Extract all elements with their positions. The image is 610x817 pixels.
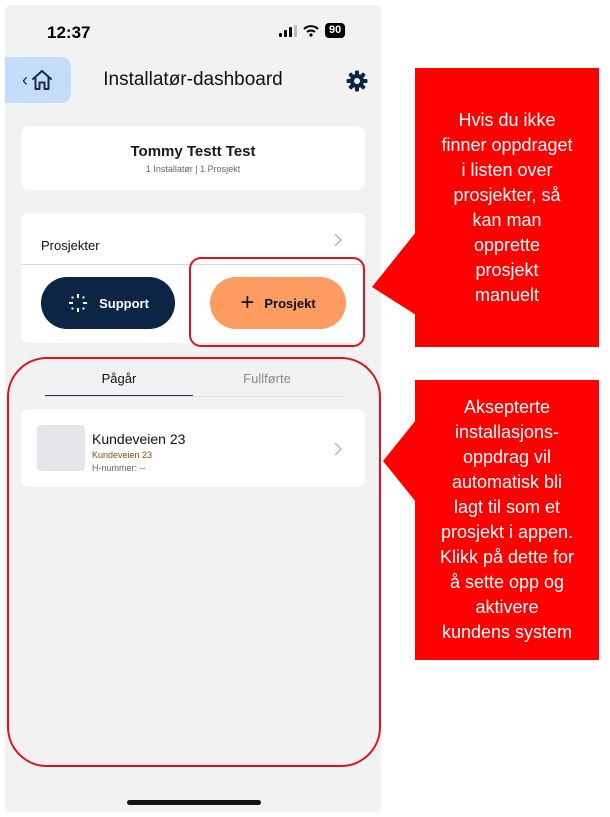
callout-line: finner oppdraget bbox=[441, 134, 573, 155]
battery-indicator: 90 bbox=[325, 23, 345, 38]
callout-line: i listen over bbox=[461, 159, 553, 180]
page-title: Installatør-dashboard bbox=[103, 69, 283, 90]
callout-line: installasjons- bbox=[454, 422, 560, 442]
user-summary: 1 Installatør | 1 Prosjekt bbox=[145, 164, 241, 174]
callout-arrow-1 bbox=[372, 232, 416, 315]
chevron-left-icon: ‹ bbox=[22, 70, 28, 90]
callout-line: å sette opp og bbox=[449, 572, 565, 592]
plus-icon: + bbox=[240, 289, 255, 316]
add-project-label: Prosjekt bbox=[264, 295, 316, 311]
user-name: Tommy Testt Test bbox=[130, 143, 256, 160]
status-time: 12:37 bbox=[47, 23, 91, 42]
callout-line: Hvis du ikke bbox=[458, 109, 556, 130]
callout-line: manuelt bbox=[474, 284, 540, 305]
callout-line: opprette bbox=[473, 234, 541, 255]
callout-line: prosjekter, så bbox=[453, 184, 561, 205]
callout-line: lagt til som et bbox=[453, 497, 561, 517]
project-h-number: H-nummer: -- bbox=[92, 463, 146, 473]
projects-label: Prosjekter bbox=[41, 238, 100, 253]
callout-2-text bbox=[440, 395, 574, 645]
callout-line: aktivere bbox=[475, 597, 539, 617]
callout-line: Aksepterte bbox=[463, 397, 551, 417]
callout-line: Klikk på dette for bbox=[439, 547, 575, 567]
project-subtitle: Kundeveien 23 bbox=[92, 450, 153, 460]
tab-ongoing[interactable]: Pågår bbox=[45, 371, 193, 397]
callout-line: oppdrag vil bbox=[462, 447, 552, 467]
project-title: Kundeveien 23 bbox=[92, 431, 186, 447]
callout-line: prosjekt bbox=[475, 259, 539, 280]
callout-arrow-2 bbox=[383, 420, 416, 502]
tab-completed[interactable]: Fullførte bbox=[243, 371, 291, 386]
callout-1-text bbox=[441, 108, 572, 308]
callout-line: kan man bbox=[472, 209, 542, 230]
callout-manual-project bbox=[415, 68, 599, 347]
callout-accepted-assignments bbox=[415, 380, 599, 660]
callout-line: kundens system bbox=[441, 622, 573, 642]
callout-line: prosjekt i appen. bbox=[440, 522, 574, 542]
support-button-label: Support bbox=[99, 295, 149, 311]
callout-line: automatisk bli bbox=[451, 472, 563, 492]
